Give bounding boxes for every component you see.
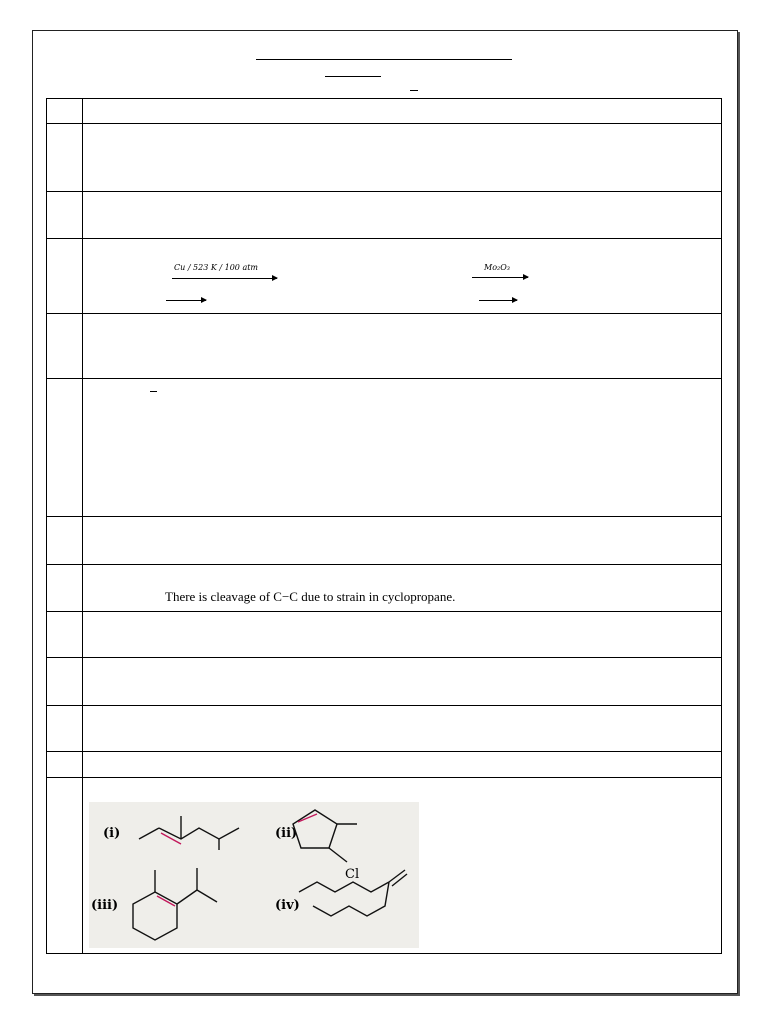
row-content-cell	[83, 99, 722, 124]
row-number-cell	[47, 192, 83, 239]
row-number-cell	[47, 99, 83, 124]
row-number-cell	[47, 379, 83, 517]
row-number-cell	[47, 565, 83, 612]
table-row	[47, 192, 722, 239]
header-title-line	[256, 59, 512, 60]
label-iv: (iv)	[275, 898, 300, 913]
row-number-cell	[47, 658, 83, 706]
small-dash	[150, 391, 157, 392]
answer-cell	[83, 565, 722, 612]
table-row	[47, 706, 722, 752]
row-number-cell	[47, 752, 83, 778]
label-i: (i)	[103, 826, 121, 841]
row-number-cell	[47, 314, 83, 379]
label-ii: (ii)	[275, 826, 298, 841]
table-row	[47, 99, 722, 124]
row-content-cell	[83, 192, 722, 239]
step1-condition: Cu / 523 K / 100 atm	[174, 263, 259, 272]
table-row	[47, 314, 722, 379]
table-row	[47, 565, 722, 612]
table-row	[47, 752, 722, 778]
step4-arrow	[479, 300, 517, 301]
row-number-cell	[47, 612, 83, 658]
header-dash	[410, 90, 418, 91]
step3-arrow	[472, 277, 528, 278]
substituent-cl: Cl	[345, 867, 360, 882]
row-number-cell	[47, 239, 83, 314]
label-iii: (iii)	[91, 898, 119, 913]
table-row	[47, 778, 722, 954]
table-row	[47, 239, 722, 314]
question-table	[46, 98, 722, 954]
row-content-cell	[83, 706, 722, 752]
row-content-cell	[83, 612, 722, 658]
answer-text: There is cleavage of C−C due to strain in cyclopropane.	[165, 589, 456, 604]
photo-background	[89, 802, 419, 948]
step2-condition: Mo₂O₃	[484, 263, 510, 272]
table-row	[47, 658, 722, 706]
structures-cell	[83, 778, 722, 954]
header-subtitle-line	[325, 76, 381, 77]
step1-arrow	[172, 278, 277, 279]
table-row	[47, 379, 722, 517]
row-content-cell	[83, 752, 722, 778]
step2-arrow	[166, 300, 206, 301]
row-number-cell	[47, 706, 83, 752]
row-number-cell	[47, 517, 83, 565]
row-content-cell	[83, 658, 722, 706]
row-content-cell	[83, 314, 722, 379]
table-row	[47, 517, 722, 565]
row-number-cell	[47, 124, 83, 192]
structures-photo	[89, 802, 419, 948]
row-content-cell	[83, 124, 722, 192]
row-content-cell	[83, 379, 722, 517]
row-number-cell	[47, 778, 83, 954]
table-row	[47, 124, 722, 192]
table-row	[47, 612, 722, 658]
row-content-cell	[83, 517, 722, 565]
reaction-cell	[83, 239, 722, 314]
